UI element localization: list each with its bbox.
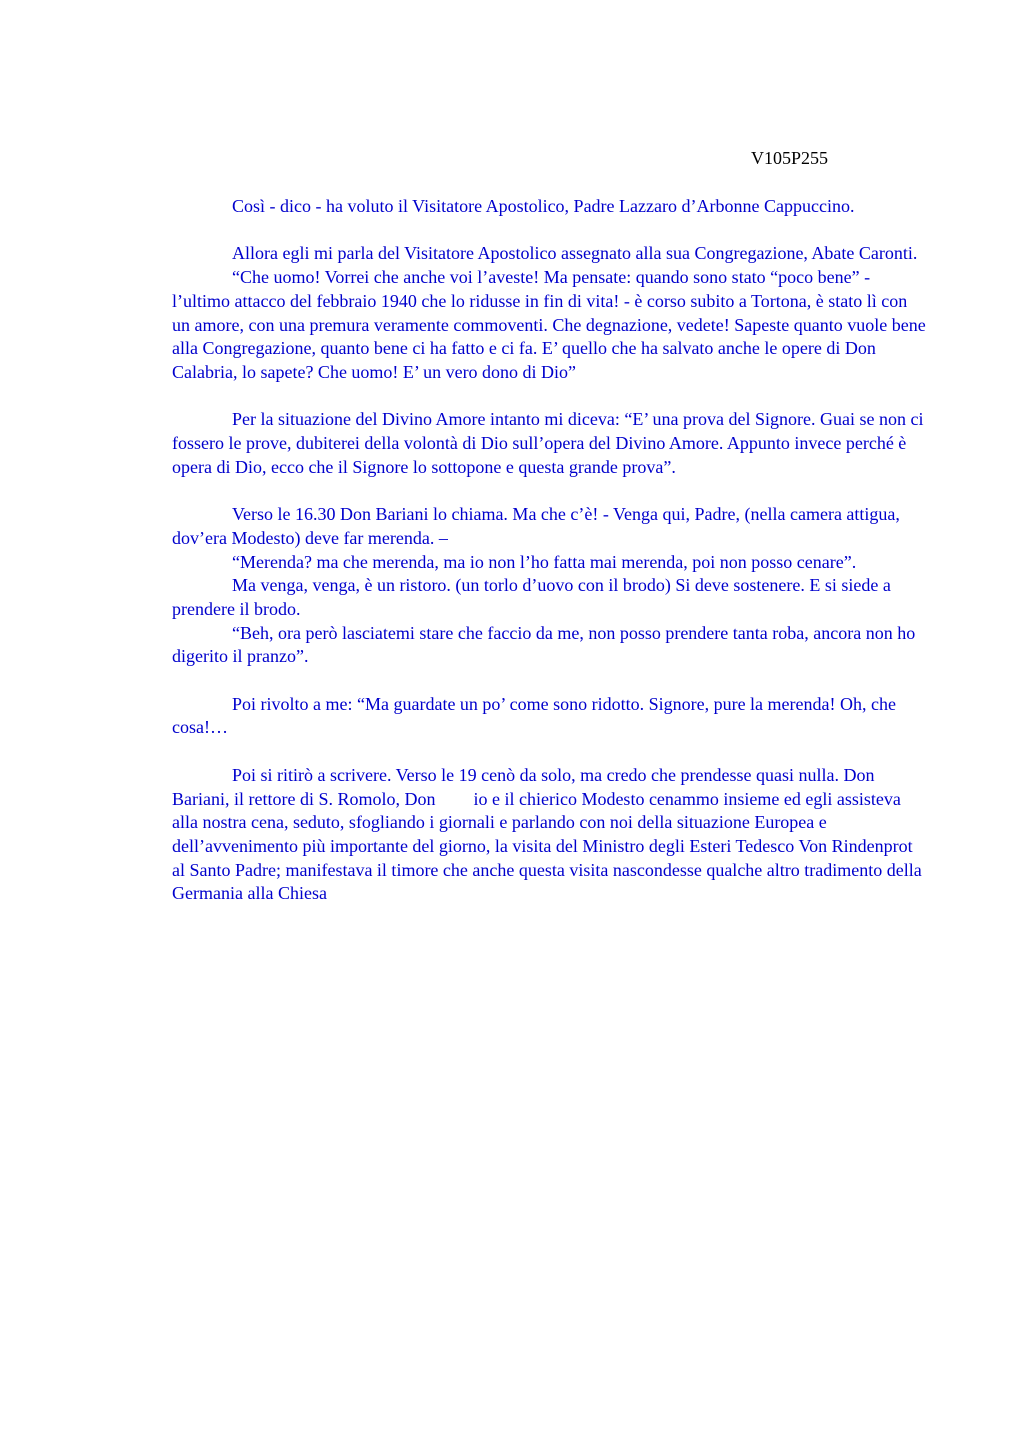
paragraph-last <box>172 764 928 906</box>
paragraph: Poi rivolto a me: “Ma guardate un po’ come sono ridotto. Signore, pure la merenda! Oh, che cosa!… <box>172 693 896 738</box>
paragraph: Ma venga, venga, è un ristoro. (un torlo d’uovo con il brodo) Si deve sostenere. E si siede a prendere il brodo. <box>172 575 891 619</box>
paragraph: Verso le 16.30 Don Bariani lo chiama. Ma che c’è! - Venga qui, Padre, (nella camera attigua, dov’era Modesto) deve far merenda. – <box>172 504 900 548</box>
paragraph: Allora egli mi parla del Visitatore Apostolico assegnato alla sua Congregazione, Abate Caronti. <box>232 243 918 264</box>
paragraph: Per la situazione del Divino Amore intanto mi diceva: “E’ una prova del Signore. Guai se non ci fossero le prove, dubiterei della volontà di Dio sull’opera del Divino Amore. Appunto invece perché è opera di Dio, ecco che il Signore lo sottopone e questa grande prova”. <box>172 409 924 477</box>
paragraph-last-part1: Poi si ritirò a scrivere. Verso le 19 cenò da solo, ma credo che prendesse quasi nulla. Don Bariani, il rettore di S. Romolo, Don <box>172 764 875 809</box>
paragraph: Così - dico - ha voluto il Visitatore Apostolico, Padre Lazzaro d’Arbonne Cappuccino. <box>232 196 855 216</box>
paragraph: “Merenda? ma che merenda, ma io non l’ho fatta mai merenda, poi non posso cenare”. <box>232 551 857 572</box>
paragraph: “Che uomo! Vorrei che anche voi l’aveste! Ma pensate: quando sono stato “poco bene” - l’ultimo attacco del febbraio 1940 che lo ridusse in fin di vita! - è corso subito a Tortona, è stato lì con un amore, con una premura veramente commoventi. Che degnazione, vedete! Sapeste quanto vuole bene alla Congregazione, quanto bene ci ha fatto e ci fa. E’ quello che ha salvato anche le opere di Don Calabria, lo sapete? Che uomo! E’ un vero dono di Dio” <box>172 267 926 382</box>
page-reference: V105P255 <box>751 148 829 168</box>
document-body <box>172 195 928 906</box>
paragraph: “Beh, ora però lasciatemi stare che faccio da me, non posso prendere tanta roba, ancora non ho digerito il pranzo”. <box>172 622 916 667</box>
paragraph-last-part2: io e il chierico Modesto cenammo insieme ed egli assisteva alla nostra cena, seduto, sfogliando i giornali e parlando con noi della situazione Europea e dell’avvenimento più importante del giorno, la visita del Ministro degli Esteri Tedesco Von Rindenprot al Santo Padre; manifestava il timore che anche questa visita nascondesse qualche altro tradimento della Germania alla Chiesa <box>172 788 922 904</box>
